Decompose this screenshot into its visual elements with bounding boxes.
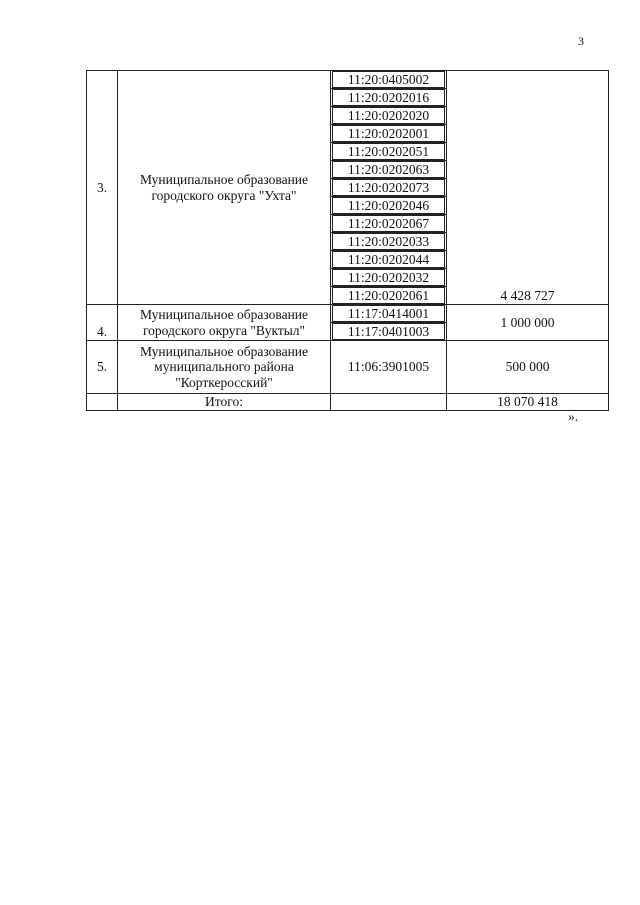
cadastral-code: 11:06:3901005 (331, 341, 447, 394)
cadastral-code: 11:20:0202051 (331, 143, 447, 161)
empty-cell (331, 394, 447, 411)
cadastral-code: 11:17:0401003 (331, 323, 447, 341)
municipality-name: Муниципальное образование городского округа "Ухта" (118, 71, 331, 305)
cadastral-code: 11:20:0202033 (331, 233, 447, 251)
total-amount: 18 070 418 (447, 394, 609, 411)
table-row (87, 305, 609, 323)
amount: 4 428 727 (447, 71, 609, 305)
cadastral-code: 11:17:0414001 (331, 305, 447, 323)
table-row (87, 71, 609, 89)
cadastral-code: 11:20:0202032 (331, 269, 447, 287)
table-row (87, 341, 609, 394)
cadastral-code: 11:20:0202016 (331, 89, 447, 107)
amount: 500 000 (447, 341, 609, 394)
cadastral-code: 11:20:0202063 (331, 161, 447, 179)
row-number: 3. (87, 71, 118, 305)
total-row (87, 394, 609, 411)
cadastral-code: 11:20:0202067 (331, 215, 447, 233)
municipality-name: Муниципальное образование городского округа "Вуктыл" (118, 305, 331, 341)
cadastral-code: 11:20:0202061 (331, 287, 447, 305)
cadastral-code: 11:20:0202020 (331, 107, 447, 125)
municipality-name: Муниципальное образование муниципального района "Корткеросский" (118, 341, 331, 394)
cadastral-code: 11:20:0405002 (331, 71, 447, 89)
allocation-table (86, 70, 609, 411)
cadastral-code: 11:20:0202073 (331, 179, 447, 197)
row-number: 4. (87, 305, 118, 341)
row-number: 5. (87, 341, 118, 394)
cadastral-code: 11:20:0202044 (331, 251, 447, 269)
cadastral-code: 11:20:0202001 (331, 125, 447, 143)
total-label: Итого: (118, 394, 331, 411)
amount: 1 000 000 (447, 305, 609, 341)
closing-quote: ». (568, 409, 579, 424)
cadastral-code: 11:20:0202046 (331, 197, 447, 215)
page-number: 3 (578, 34, 584, 48)
empty-cell (87, 394, 118, 411)
